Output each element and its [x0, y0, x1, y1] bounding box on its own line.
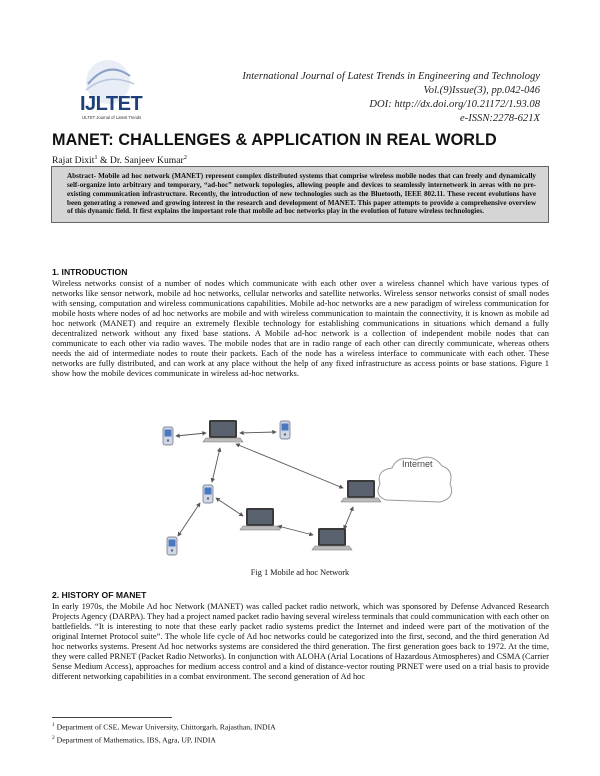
journal-volume: Vol.(9)Issue(3), pp.042-046: [423, 85, 540, 96]
journal-eissn: e-ISSN:2278-621X: [459, 113, 540, 124]
section-heading-history: 2. HISTORY OF MANET: [52, 590, 147, 600]
footnotes: [52, 720, 276, 746]
abstract-box: Abstract- Mobile ad hoc network (MANET) represent complex distributed systems that comprise wireless mobile nodes that can freely and dynamically self-organize into arbitrary and temporary, “ad-hoc” network topologies, allowing people and devices to seamlessly internetwork in areas with no pre-existing communication infrastructure. Recently, the introduction of new technologies such as the Bluetooth, IEEE 802.11. These recent evolutions have been generating a renewed and growing interest in the research and development of MANET. This paper attempts to provide a comprehensive overview of this dynamic field. It first explains the important role that mobile ad hoc networks play in the evolution of future wireless technologies.: [51, 166, 549, 223]
internet-label: Internet: [402, 459, 433, 469]
pda-device-icon: [167, 537, 177, 555]
journal-logo: [78, 54, 150, 132]
footnote-1-text: Department of CSE, Mewar University, Chittorgarh, Rajasthan, INDIA: [54, 722, 276, 732]
footnote-2-text: Department of Mathematics, IBS, Agra, UP, INDIA: [54, 735, 216, 745]
footnote-2-marker: 2: [52, 735, 55, 742]
footnote-1: [52, 720, 276, 733]
journal-name: International Journal of Latest Trends in Engineering and Technology: [242, 71, 540, 82]
figure-caption: Fig 1 Mobile ad hoc Network: [250, 568, 350, 577]
pda-device-icon: [163, 427, 173, 445]
laptop-icon: [203, 420, 243, 442]
author-1: Rajat Dixit: [52, 155, 95, 167]
pda-device-icon: [280, 421, 290, 439]
history-text: In early 1970s, the Mobile Ad hoc Network (MANET) was called packet radio network, which was sponsored by Defense Advanced Research Projects Agency (DARPA). They had a project named packet radio having several wireless terminals that could communication with each other on battlefields. “It is interesting to note that these early packet radio systems predict the Internet and indeed were part of the motivation of the original Internet Protocol suite”. The whole life cycle of Ad hoc networks could be categorized into the first, second, and the third generation Ad hoc networks systems. Present Ad hoc networks systems are considered the third generation. The first generation goes back to 1972. At the time, they were called PRNET (Packet Radio Networks). In conjunction with ALOHA (Arial Locations of Hazardous Atmospheres) and CSMA (Carrier Sense Medium Access), approaches for medium access control and a kind of distance-vector routing PRNET were used on a trial basis to provide different networking capabilities in a combat environment. The second generation of Ad hoc: [52, 601, 549, 682]
link-laptop1-laptop3: [236, 444, 343, 488]
journal-doi: DOI: http://dx.doi.org/10.21172/1.93.08: [369, 99, 540, 110]
section-heading-introduction: 1. INTRODUCTION: [52, 267, 128, 277]
laptop-icon: [240, 508, 280, 530]
link-laptop4-laptop3: [344, 507, 353, 529]
link-laptop2-laptop4: [278, 526, 313, 535]
link-pda3-laptop2: [216, 498, 243, 516]
author-1-affiliation: 1: [94, 154, 98, 161]
paper-authors: [52, 154, 187, 166]
laptop-icon: [312, 528, 352, 550]
link-laptop1-pda2: [240, 432, 276, 433]
paper-title: MANET: CHALLENGES & APPLICATION IN REAL WORLD: [52, 131, 497, 149]
journal-header: [242, 70, 540, 126]
logo-subtext: IJLTET Journal of Latest Trends: [82, 115, 142, 120]
figure-mobile-adhoc-network: [148, 408, 453, 563]
link-pda3-pda4: [178, 503, 200, 536]
laptop-icon: [341, 480, 381, 502]
introduction-text: Wireless networks consist of a number of nodes which communicate with each other over a wireless channel which have various types of networks like sensor network, mobile ad hoc networks, cellular networks and satellite networks. Wireless sensor networks consist of small nodes with sensing, computation and wireless communications capabilities. Mobile ad-hoc networks are a new paradigm of wireless communication for mobile hosts where nodes of ad hoc networks are mobile and with wireless communication to maintain the connectivity, it is known as mobile ad hoc network (MANET) and require an extremely flexible technology for establishing communications in situations which demand a fully decentralized network without any fixed base stations. A Mobile ad-hoc network is a collection of independent mobile nodes that can communicate to each other via radio waves. The mobile nodes that are in radio range of each other can directly communicate, whereas others needs the aid of intermediate nodes to route their packets. Each of the node has a wireless interface to communicate with each other. These networks are fully distributed, and can work at any place without the help of any fixed infrastructure as access points or base stations. Figure 1 show how the mobile devices communicate in wireless ad-hoc networks.: [52, 278, 549, 379]
link-pda1-laptop1: [176, 433, 206, 436]
footnote-1-marker: 1: [52, 722, 55, 728]
logo-text: IJLTET: [80, 93, 143, 115]
author-2-affiliation: 2: [183, 154, 187, 161]
author-2: & Dr. Sanjeev Kumar: [97, 155, 184, 167]
pda-device-icon: [203, 485, 213, 503]
link-laptop1-pda3: [212, 448, 220, 482]
footnote-divider: [52, 717, 172, 718]
footnote-2: [52, 733, 276, 746]
